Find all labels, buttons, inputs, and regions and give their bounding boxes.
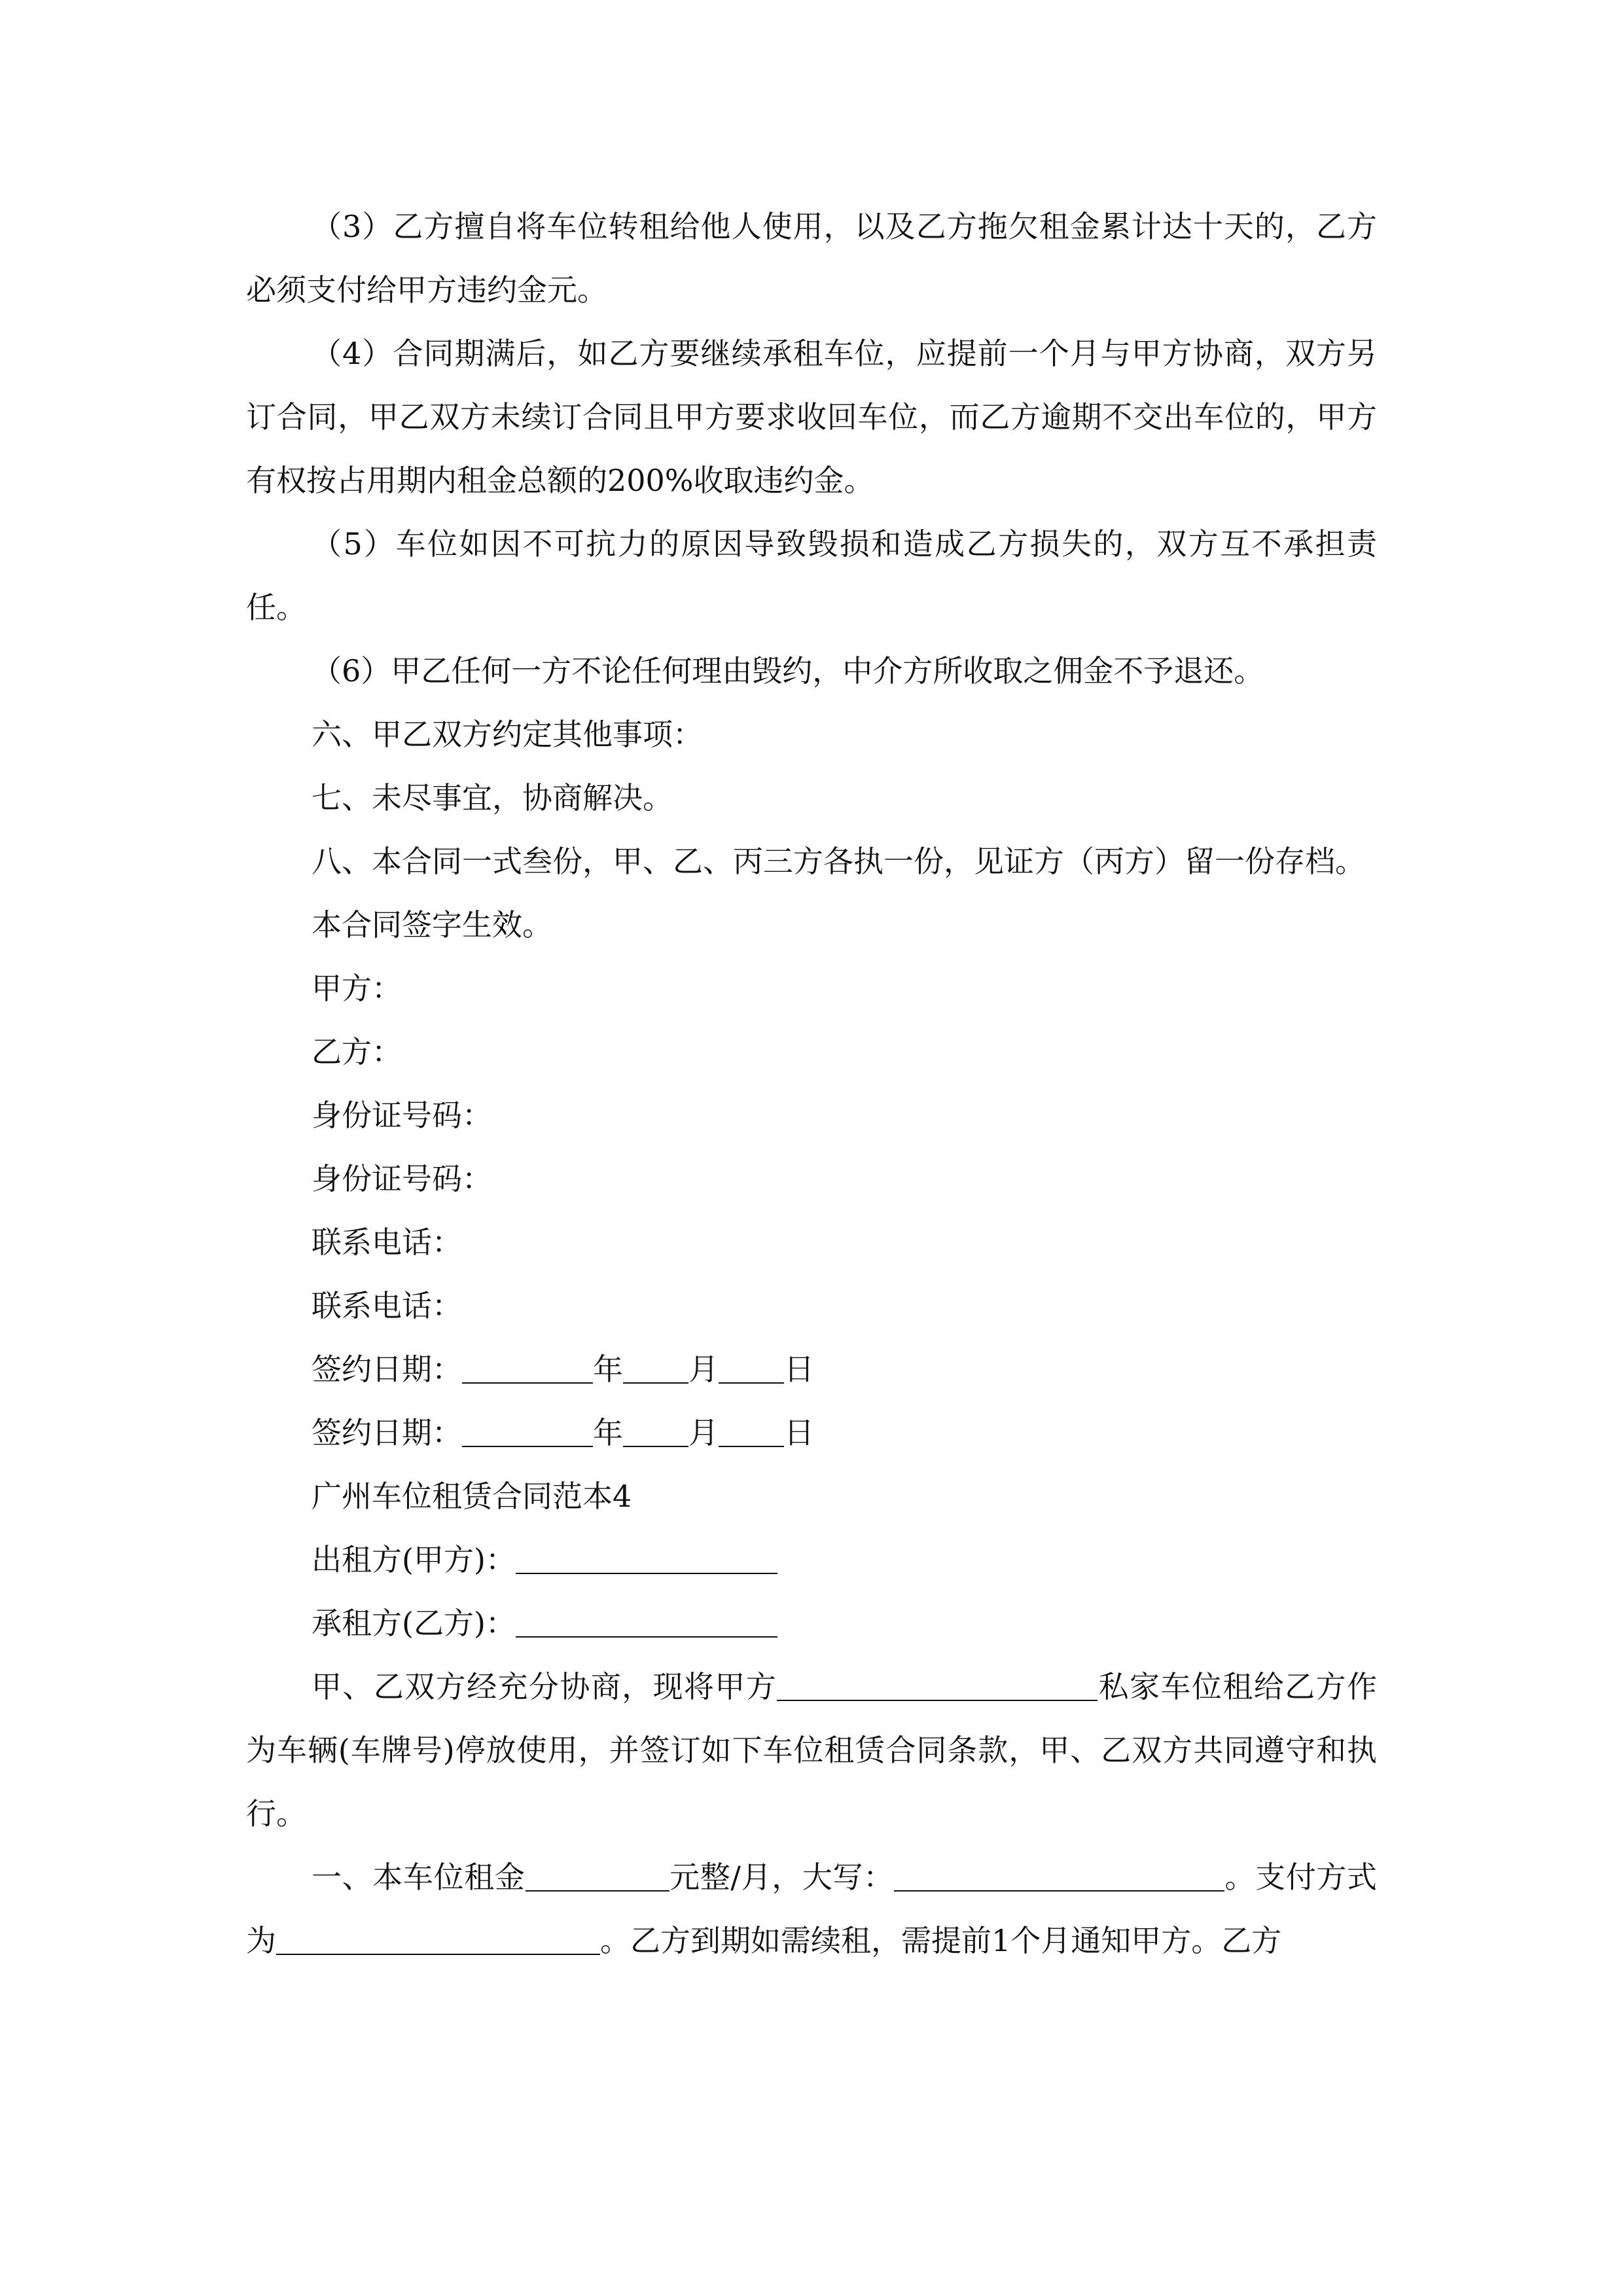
clause-1-part2: 元整/月，大写：	[669, 1859, 894, 1895]
section-7-paragraph: 七、未尽事宜，协商解决。	[312, 780, 673, 816]
intro-paragraph	[246, 1655, 1377, 1846]
year-blank	[462, 1420, 593, 1447]
id-a-label: 身份证号码：	[312, 1098, 492, 1133]
year-label: 年	[593, 1352, 623, 1387]
lessee-blank	[516, 1610, 777, 1638]
rent-amount-blank	[526, 1864, 669, 1892]
effective-paragraph: 本合同签字生效。	[312, 907, 552, 942]
party-b-field	[246, 1020, 1377, 1084]
section-title: 广州车位租赁合同范本4	[312, 1479, 632, 1514]
party-a-label: 甲方：	[312, 971, 402, 1006]
phone-a-label: 联系电话：	[312, 1225, 462, 1260]
clause-1-part1: 一、本车位租金	[312, 1859, 526, 1895]
phone-b-field	[246, 1274, 1377, 1338]
sign-date-label: 签约日期：	[312, 1415, 462, 1450]
day-label: 日	[784, 1352, 814, 1387]
lessor-label: 出租方(甲方)：	[312, 1542, 516, 1577]
document-body	[246, 195, 1377, 1973]
intro-part1: 甲、乙双方经充分协商，现将甲方	[312, 1669, 777, 1704]
month-label: 月	[688, 1352, 719, 1387]
day-blank	[719, 1356, 784, 1384]
section-6-paragraph: 六、甲乙双方约定其他事项：	[312, 717, 703, 752]
clause-3-paragraph: （3）乙方擅自将车位转租给他人使用，以及乙方拖欠租金累计达十天的，乙方必须支付给甲方违约金元。	[246, 209, 1377, 308]
sign-date-label: 签约日期：	[312, 1352, 462, 1387]
month-blank	[623, 1420, 688, 1447]
intro-part2: 私家车位租给乙方作为车辆(车牌号)停放使用，并签订如下车位租赁合同条款，甲、乙双方共同遵守和执行。	[246, 1669, 1378, 1831]
sign-date-b-field	[246, 1401, 1377, 1465]
clause-1-part3: 。支付方式为	[246, 1859, 1378, 1958]
id-a-field	[246, 1084, 1377, 1147]
sign-date-a-field	[246, 1338, 1377, 1401]
month-blank	[623, 1356, 688, 1384]
lessee-label: 承租方(乙方)：	[312, 1605, 516, 1641]
phone-a-field	[246, 1211, 1377, 1274]
lessor-blank	[516, 1547, 777, 1574]
payment-method-blank	[276, 1928, 600, 1955]
clause-1-part4: 。乙方到期如需续租，需提前1个月通知甲方。乙方	[600, 1923, 1282, 1958]
party-a-field	[246, 957, 1377, 1020]
clause-6-paragraph: （6）甲乙任何一方不论任何理由毁约，中介方所收取之佣金不予退还。	[312, 653, 1264, 689]
section-8-paragraph: 八、本合同一式叁份，甲、乙、丙三方各执一份，见证方（丙方）留一份存档。	[312, 844, 1365, 879]
phone-b-label: 联系电话：	[312, 1288, 462, 1323]
id-b-field	[246, 1147, 1377, 1211]
year-label: 年	[593, 1415, 623, 1450]
year-blank	[462, 1356, 593, 1384]
clause-1-paragraph	[246, 1846, 1377, 1973]
rent-uppercase-blank	[894, 1864, 1224, 1892]
parking-location-blank	[777, 1674, 1097, 1701]
clause-4-paragraph: （4）合同期满后，如乙方要继续承租车位，应提前一个月与甲方协商，双方另订合同，甲乙双方未续订合同且甲方要求收回车位，而乙方逾期不交出车位的，甲方有权按占用期内租金总额的200%收取违约金。	[246, 336, 1377, 498]
lessor-field	[246, 1528, 1377, 1592]
day-label: 日	[784, 1415, 814, 1450]
month-label: 月	[688, 1415, 719, 1450]
party-b-label: 乙方：	[312, 1034, 402, 1069]
id-b-label: 身份证号码：	[312, 1161, 492, 1196]
day-blank	[719, 1420, 784, 1447]
lessee-field	[246, 1592, 1377, 1655]
clause-5-paragraph: （5）车位如因不可抗力的原因导致毁损和造成乙方损失的，双方互不承担责任。	[246, 526, 1377, 625]
